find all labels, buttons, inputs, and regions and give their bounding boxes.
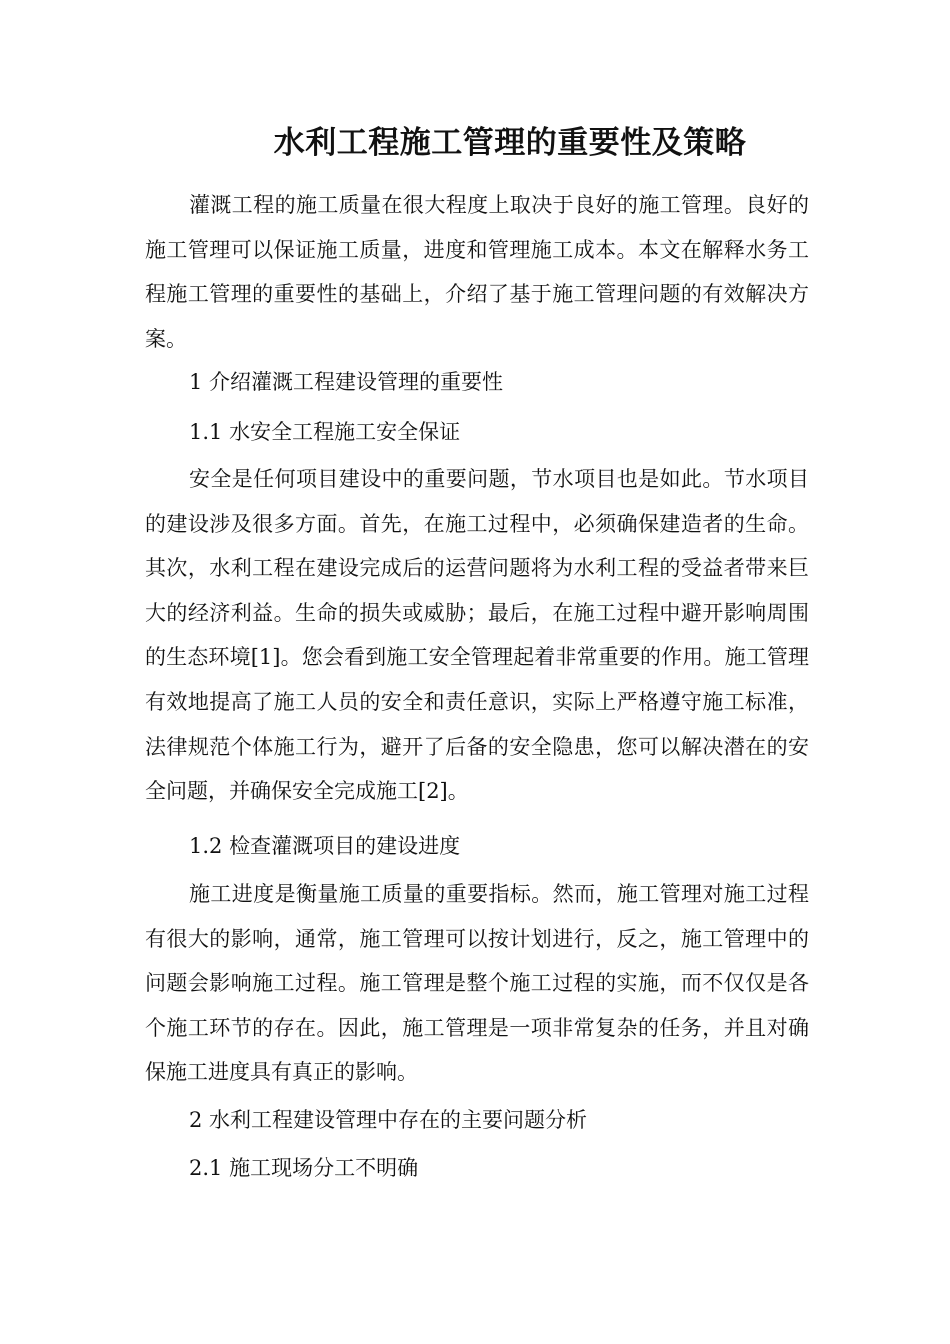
section-1-1-paragraph: 安全是任何项目建设中的重要问题，节水项目也是如此。节水项目的建设涉及很多方面。首先，在施工过程中，必须确保建造者的生命。其次，水利工程在建设完成后的运营问题将为水利工程的受益者带来巨大的经济利益。生命的损失或威胁；最后，在施工过程中避开影响周围的生态环境[1]。您会看到施工安全管理起着非常重要的作用。施工管理有效地提高了施工人员的安全和责任意识，实际上严格遵守施工标准，法律规范个体施工行为，避开了后备的安全隐患，您可以解决潜在的安全问题，并确保安全完成施工[2]。 <box>145 467 809 804</box>
section-1-1-heading: 1.1 水安全工程施工安全保证 <box>189 420 461 444</box>
document-title: 水利工程施工管理的重要性及策略 <box>273 125 747 161</box>
intro-paragraph: 灌溉工程的施工质量在很大程度上取决于良好的施工管理。良好的施工管理可以保证施工质量，进度和管理施工成本。本文在解释水务工程施工管理的重要性的基础上，介绍了基于施工管理问题的有效解决方案。 <box>145 193 809 351</box>
section-1-2-heading: 1.2 检查灌溉项目的建设进度 <box>189 834 461 858</box>
section-1-heading: 1 介绍灌溉工程建设管理的重要性 <box>189 370 504 394</box>
section-2-1-heading: 2.1 施工现场分工不明确 <box>189 1156 419 1180</box>
section-2-heading: 2 水利工程建设管理中存在的主要问题分析 <box>189 1108 588 1132</box>
section-1-2-paragraph: 施工进度是衡量施工质量的重要指标。然而，施工管理对施工过程有很大的影响，通常，施工管理可以按计划进行，反之，施工管理中的问题会影响施工过程。施工管理是整个施工过程的实施，而不仅仅是各个施工环节的存在。因此，施工管理是一项非常复杂的任务，并且对确保施工进度具有真正的影响。 <box>145 882 809 1085</box>
